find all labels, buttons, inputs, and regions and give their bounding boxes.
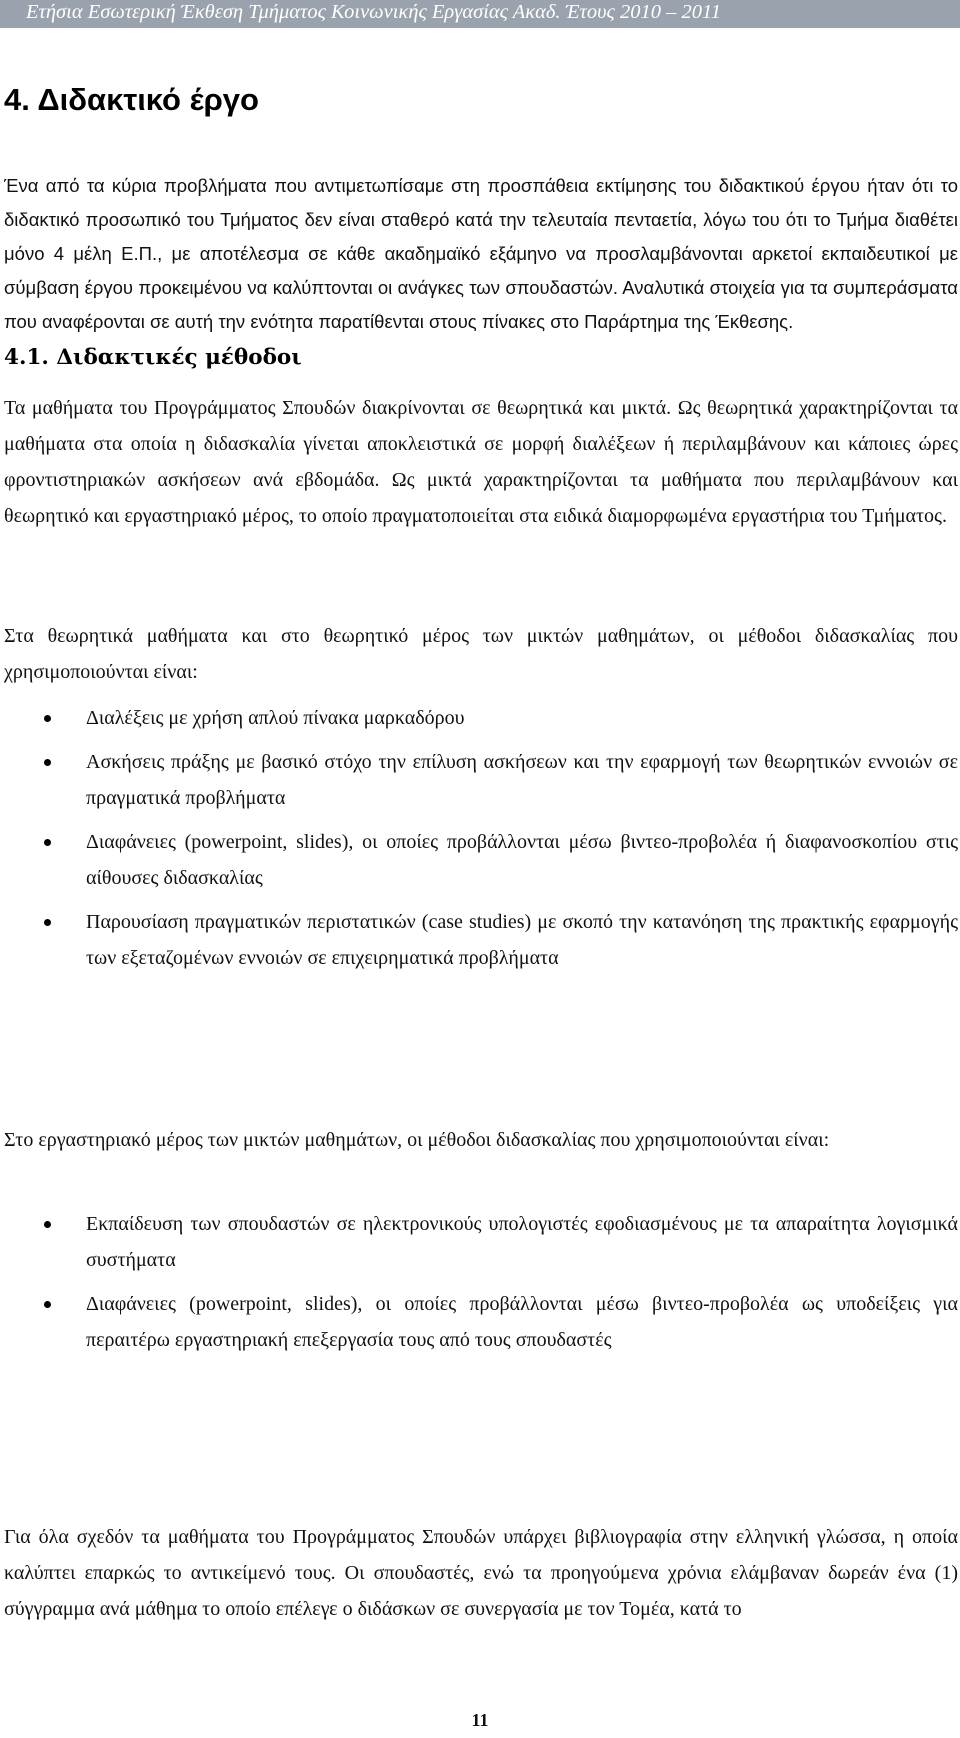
running-header-title: Ετήσια Εσωτερική Έκθεση Τμήματος Κοινωνικής Εργασίας Ακαδ. Έτους 2010 – 2011 [26, 1, 721, 23]
list-item: Διαφάνειες (powerpoint, slides), οι οποίες προβάλλονται μέσω βιντεο-προβολέα ως υποδείξεις για περαιτέρω εργαστηριακή επεξεργασία τους από τους σπουδαστές [4, 1286, 958, 1358]
intro-paragraph: Ένα από τα κύρια προβλήματα που αντιμετωπίσαμε στη προσπάθεια εκτίμησης του διδακτικού έργου ήταν ότι το διδακτικό προσωπικό του Τμήματος δεν είναι σταθερό κατά την τελευταία πενταετία, λόγω του ότι το Τμήμα διαθέτει μόνο 4 μέλη Ε.Π., με αποτέλεσμα σε κάθε ακαδημαϊκό εξάμηνο να προσλαμβάνονται αρκετοί εκπαιδευτικοί με σύμβαση έργου προκειμένου να καλύπτονται οι ανάγκες των σπουδαστών. Αναλυτικά στοιχεία για τα συμπεράσματα που αναφέρονται σε αυτή την ενότητα παρατίθενται στους πίνακες στο Παράρτημα της Έκθεσης. [4, 175, 958, 332]
section-title: 4. Διδακτικό έργο [4, 82, 259, 117]
bullet-icon [44, 919, 51, 926]
subsection-title: 4.1. Διδακτικές μέθοδοι [4, 345, 302, 370]
lab-methods-intro: Στο εργαστηριακό μέρος των μικτών μαθημάτων, οι μέθοδοι διδασκαλίας που χρησιμοποιούνται είναι: [4, 1129, 830, 1151]
bullet-icon [44, 839, 51, 846]
lab-methods-list [4, 1206, 958, 1358]
bullet-icon [44, 1301, 51, 1308]
running-header [0, 0, 960, 28]
list-item: Παρουσίαση πραγματικών περιστατικών (case studies) με σκοπό την κατανόηση της πρακτικής εφαρμογής των εξεταζομένων εννοιών σε επιχειρηματικά προβλήματα [4, 904, 958, 976]
page-number: 11 [471, 1710, 489, 1730]
bullet-icon [44, 1221, 51, 1228]
bullet-icon [44, 759, 51, 766]
list-item: Εκπαίδευση των σπουδαστών σε ηλεκτρονικούς υπολογιστές εφοδιασμένους με τα απαραίτητα λογισμικά συστήματα [4, 1206, 958, 1278]
list-item: Ασκήσεις πράξης με βασικό στόχο την επίλυση ασκήσεων και την εφαρμογή των θεωρητικών εννοιών σε πραγματικά προβλήματα [4, 744, 958, 816]
list-item: Διαφάνειες (powerpoint, slides), οι οποίες προβάλλονται μέσω βιντεο-προβολέα ή διαφανοσκοπίου στις αίθουσες διδασκαλίας [4, 824, 958, 896]
theory-methods-list [4, 700, 958, 976]
bullet-icon [44, 715, 51, 722]
methods-paragraph: Τα μαθήματα του Προγράμματος Σπουδών διακρίνονται σε θεωρητικά και μικτά. Ως θεωρητικά χαρακτηρίζονται τα μαθήματα στα οποία η διδασκαλία γίνεται αποκλειστικά σε μορφή διαλέξεων ή περιλαμβάνουν και κάποιες ώρες φροντιστηριακών ασκήσεων ανά εβδομάδα. Ως μικτά χαρακτηρίζονται τα μαθήματα που περιλαμβάνουν και θεωρητικό και εργαστηριακό μέρος, το οποίο πραγματοποιείται στα ειδικά διαμορφωμένα εργαστήρια του Τμήματος. [4, 397, 958, 527]
list-item: Διαλέξεις με χρήση απλού πίνακα μαρκαδόρου [4, 700, 958, 736]
theory-methods-intro: Στα θεωρητικά μαθήματα και στο θεωρητικό μέρος των μικτών μαθημάτων, οι μέθοδοι διδασκαλίας που χρησιμοποιούνται είναι: [4, 625, 958, 683]
bibliography-paragraph: Για όλα σχεδόν τα μαθήματα του Προγράμματος Σπουδών υπάρχει βιβλιογραφία στην ελληνική γλώσσα, η οποία καλύπτει επαρκώς το αντικείμενό τους. Οι σπουδαστές, ενώ τα προηγούμενα χρόνια ελάμβαναν δωρεάν ένα (1) σύγγραμμα ανά μάθημα το οποίο επέλεγε ο διδάσκων σε συνεργασία με τον Τομέα, κατά το [4, 1526, 958, 1620]
